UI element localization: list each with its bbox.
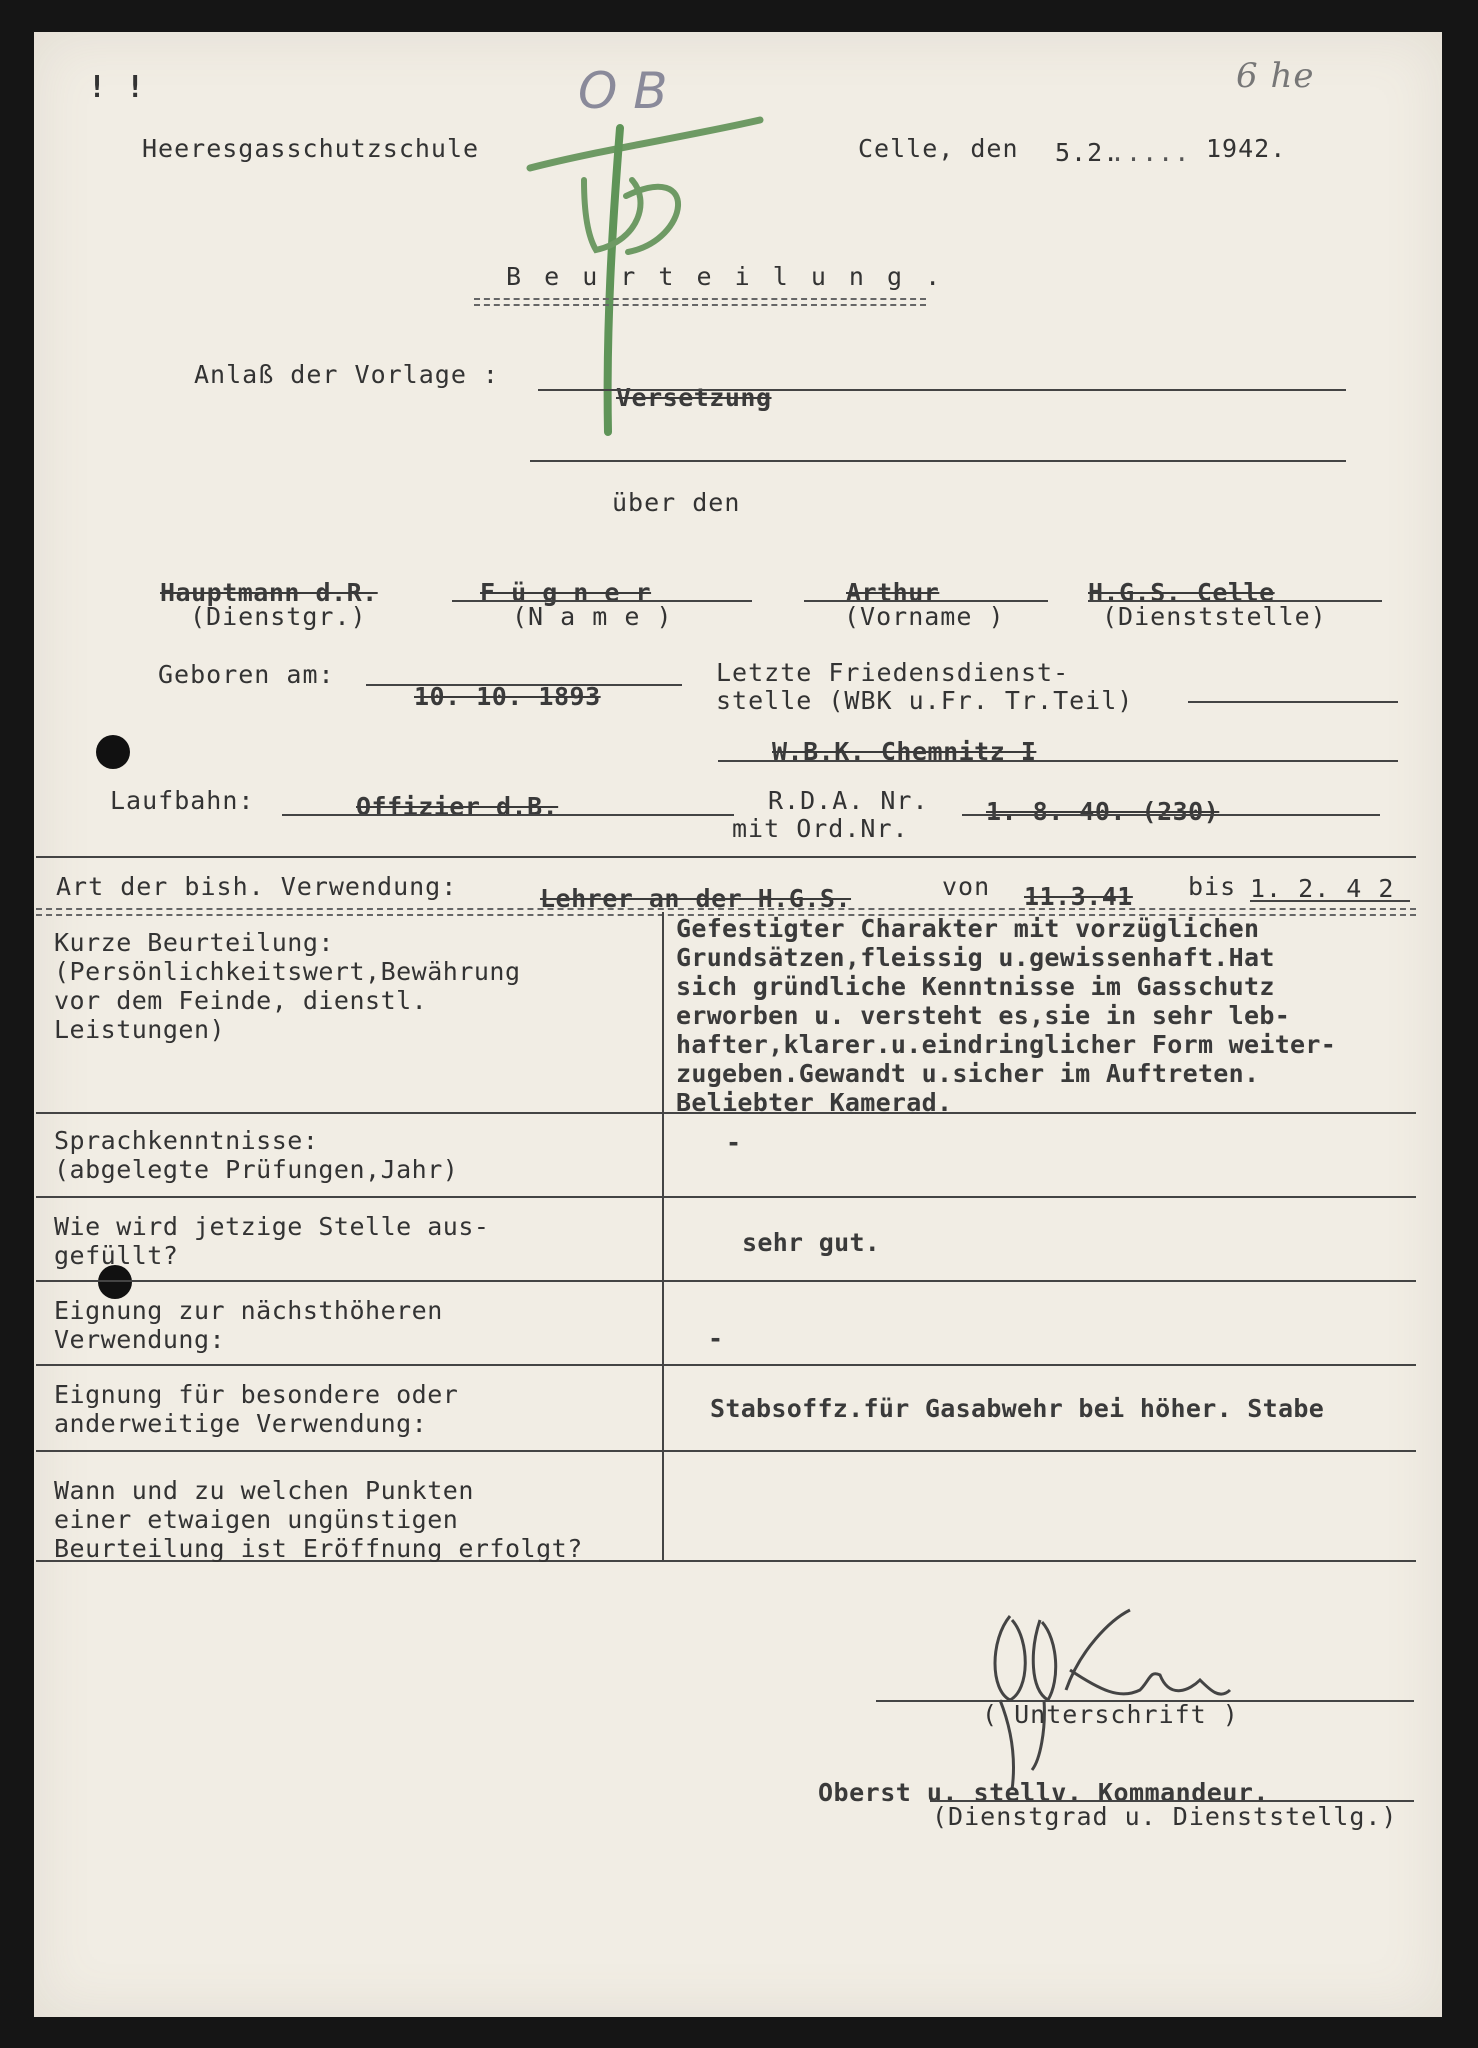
verwendung-from-value: 11.3.41: [1024, 882, 1133, 911]
rda-line: [962, 814, 1380, 816]
anlass-line-1: [538, 389, 1346, 391]
verwendung-to-value: 1. 2. 4 2: [1250, 874, 1395, 903]
rank-label: (Dienstgr.): [190, 602, 367, 631]
verwendung-value: Lehrer an der H.G.S.: [540, 884, 852, 913]
verwendung-from-label: von: [942, 872, 991, 901]
row-line-3: [36, 1280, 1416, 1282]
row-3-answer: sehr gut.: [742, 1228, 881, 1257]
first-name-value: Arthur: [846, 578, 940, 607]
section-separator: [36, 856, 1416, 858]
unit-line: [1088, 600, 1382, 602]
ueber-den: über den: [612, 488, 741, 517]
rda-label-1: R.D.A. Nr.: [768, 786, 929, 815]
verwendung-to-label: bis: [1188, 872, 1237, 901]
date-day: 5.2.: [1055, 138, 1120, 167]
anlass-value: Versetzung: [616, 383, 772, 412]
name-line: [452, 600, 752, 602]
signatory-rank-title: Oberst u. stellv. Kommandeur.: [818, 1778, 1269, 1807]
friedensdienst-line-2: [718, 760, 1398, 762]
rda-value: 1. 8. 40. (230): [986, 797, 1220, 826]
laufbahn-label: Laufbahn:: [110, 786, 255, 815]
row-line-4: [36, 1364, 1416, 1366]
handwritten-ob-mark: O B: [578, 62, 668, 120]
name-value: F ü g n e r: [480, 578, 652, 607]
row-2-answer: -: [726, 1128, 742, 1157]
anlass-label: Anlaß der Vorlage :: [194, 360, 499, 389]
date-year: 1942.: [1206, 134, 1287, 163]
row-2-question: Sprachkenntnisse: (abgelegte Prüfungen,Jahr): [54, 1126, 459, 1184]
signature-label: ( Unterschrift ): [982, 1700, 1239, 1729]
verwendung-label: Art der bish. Verwendung:: [56, 872, 458, 901]
first-name-label: (Vorname ): [844, 602, 1005, 631]
name-label: (N a m e ): [512, 602, 673, 631]
top-left-mark: ! !: [88, 70, 146, 105]
geboren-label: Geboren am:: [158, 660, 335, 689]
row-5-question: Eignung für besondere oder anderweitige Verwendung:: [54, 1380, 459, 1438]
anlass-line-2: [530, 460, 1346, 462]
school-name: Heeresgasschutzschule: [142, 134, 480, 163]
geboren-value: 10. 10. 1893: [414, 682, 601, 711]
date-dots: .....: [1110, 138, 1191, 167]
punch-hole-lower: [98, 1265, 132, 1299]
row-3-question: Wie wird jetzige Stelle aus- gefüllt?: [54, 1212, 490, 1270]
verwendung-to-line: [1250, 900, 1410, 902]
rank-value: Hauptmann d.R.: [160, 578, 378, 607]
friedensdienst-label-2: stelle (WBK u.Fr. Tr.Teil): [716, 686, 1134, 715]
signatory-rank-label: (Dienstgrad u. Dienststellg.): [932, 1802, 1398, 1831]
punch-hole-upper: [96, 735, 130, 769]
row-line-5: [36, 1450, 1416, 1452]
laufbahn-line: [282, 814, 734, 816]
laufbahn-value: Offizier d.B.: [356, 792, 559, 821]
row-1-answer: Gefestigter Charakter mit vorzüglichen Grundsätzen,fleissig u.gewissenhaft.Hat sich gründliche Kenntnisse im Gasschutz erworben u. versteht es,sie in sehr leb- hafter,klarer.u.eindringlicher Form weiter- zugeben.Gewandt u.sicher im Auftreten. Beliebter Kamerad.: [676, 914, 1337, 1117]
row-line-2: [36, 1196, 1416, 1198]
row-6-question: Wann und zu welchen Punkten einer etwaigen ungünstigen Beurteilung ist Eröffnung erfolgt?: [54, 1476, 583, 1563]
geboren-line: [366, 684, 682, 686]
corner-mark: 6 he: [1236, 56, 1315, 96]
rda-label-2: mit Ord.Nr.: [732, 814, 909, 843]
place-date-label: Celle, den: [858, 134, 1019, 163]
unit-label: (Dienststelle): [1102, 602, 1327, 631]
table-divider: [662, 912, 664, 1560]
row-4-question: Eignung zur nächsthöheren Verwendung:: [54, 1296, 443, 1354]
friedensdienst-value: W.B.K. Chemnitz I: [772, 737, 1037, 766]
title-underline: [474, 298, 926, 306]
friedensdienst-line-1: [1188, 701, 1398, 703]
first-name-line: [804, 600, 1048, 602]
unit-value: H.G.S. Celle: [1088, 578, 1275, 607]
document-title: B e u r t e i l u n g .: [506, 262, 945, 291]
row-4-answer: -: [708, 1324, 724, 1353]
row-1-question: Kurze Beurteilung: (Persönlichkeitswert,Bewährung vor dem Feinde, dienstl. Leistungen): [54, 928, 521, 1044]
friedensdienst-label-1: Letzte Friedensdienst-: [716, 658, 1070, 687]
row-5-answer: Stabsoffz.für Gasabwehr bei höher. Stabe: [710, 1394, 1325, 1423]
